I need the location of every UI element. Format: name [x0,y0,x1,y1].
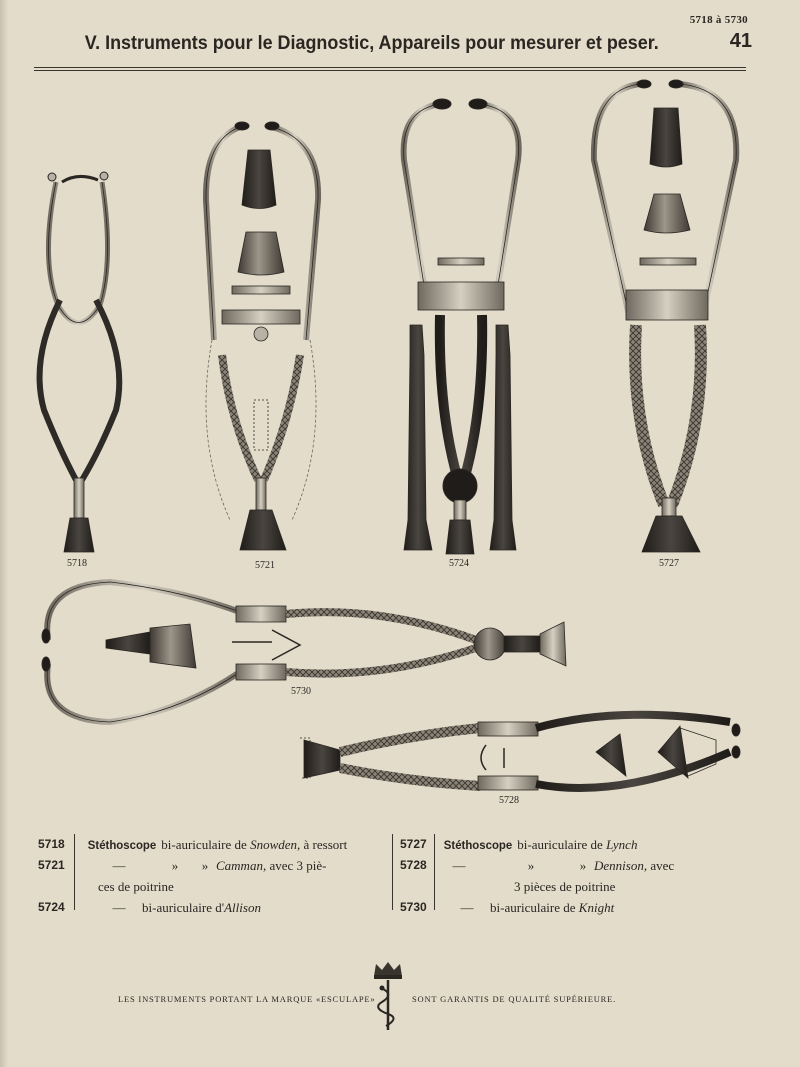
article-text: à ressort [300,837,348,852]
article-text: avec 3 piè- [266,858,327,873]
stethoscope-5724 [404,99,519,554]
ditto-mark: » [579,858,587,873]
article-number: 5728 [400,858,427,872]
ditto-mark: — [112,858,126,873]
article-number: 5727 [400,837,427,851]
ditto-mark: — [460,900,474,915]
article-number: 5718 [38,837,65,851]
ditto-mark: — [452,858,466,873]
article-number: 5724 [38,900,65,914]
figure-number: 5730 [291,686,311,697]
ditto-mark: — [112,900,126,915]
figure-number: 5721 [255,560,275,571]
article-text: bi-auriculaire de [158,837,251,852]
page-number: 41 [729,30,752,52]
figure-number: 5718 [67,558,87,569]
article-term: Stéthoscope [443,838,513,852]
figure-number: 5727 [659,558,679,569]
article-range: 5718 à 5730 [689,14,748,26]
legend-row [396,876,736,897]
legend-row [34,855,390,876]
legend-row [396,855,736,876]
article-name: Knight [578,900,615,915]
article-name: Dennison, [594,858,648,873]
figure-number: 5724 [449,558,469,569]
article-text: 3 pièces de poitrine [514,879,616,894]
stethoscope-5728 [300,715,740,790]
ditto-mark: » [171,858,179,873]
ditto-mark: » [527,858,535,873]
article-text: ces de poitrine [98,879,174,894]
ditto-mark: » [201,858,209,873]
article-name: Camman, [216,858,267,873]
esculape-emblem [368,960,408,1034]
article-text: bi-auriculaire d' [142,900,225,915]
footer-text-right: SONT GARANTIS DE QUALITÉ SUPÉRIEURE. [412,994,617,1004]
figure-number: 5728 [499,795,519,806]
article-name: Lynch [606,837,638,852]
article-name: Snowden, [250,837,301,852]
legend-row [34,834,390,855]
stethoscope-5718 [40,172,120,552]
legend-row [34,876,390,897]
stethoscope-5721 [206,122,318,550]
legend-row [396,897,736,918]
article-text: bi-auriculaire de [514,837,607,852]
section-title: V. Instruments pour le Diagnostic, Appareils pour mesurer et peser. [84,32,659,54]
article-number: 5730 [400,900,427,914]
legend-column-right [396,834,736,918]
legend-column-left [34,834,390,918]
stethoscope-5727 [594,80,736,552]
footer-text-left: LES INSTRUMENTS PORTANT LA MARQUE «ESCULAPE» [118,994,376,1004]
legend-row [396,834,736,855]
stethoscope-5730 [42,582,566,722]
article-number: 5721 [38,858,65,872]
article-name: Allison [224,900,261,915]
article-term: Stéthoscope [87,838,157,852]
article-text: bi-auriculaire de [490,900,579,915]
legend-row [34,897,390,918]
legend-column-rule [392,834,393,910]
article-text: avec [647,858,675,873]
